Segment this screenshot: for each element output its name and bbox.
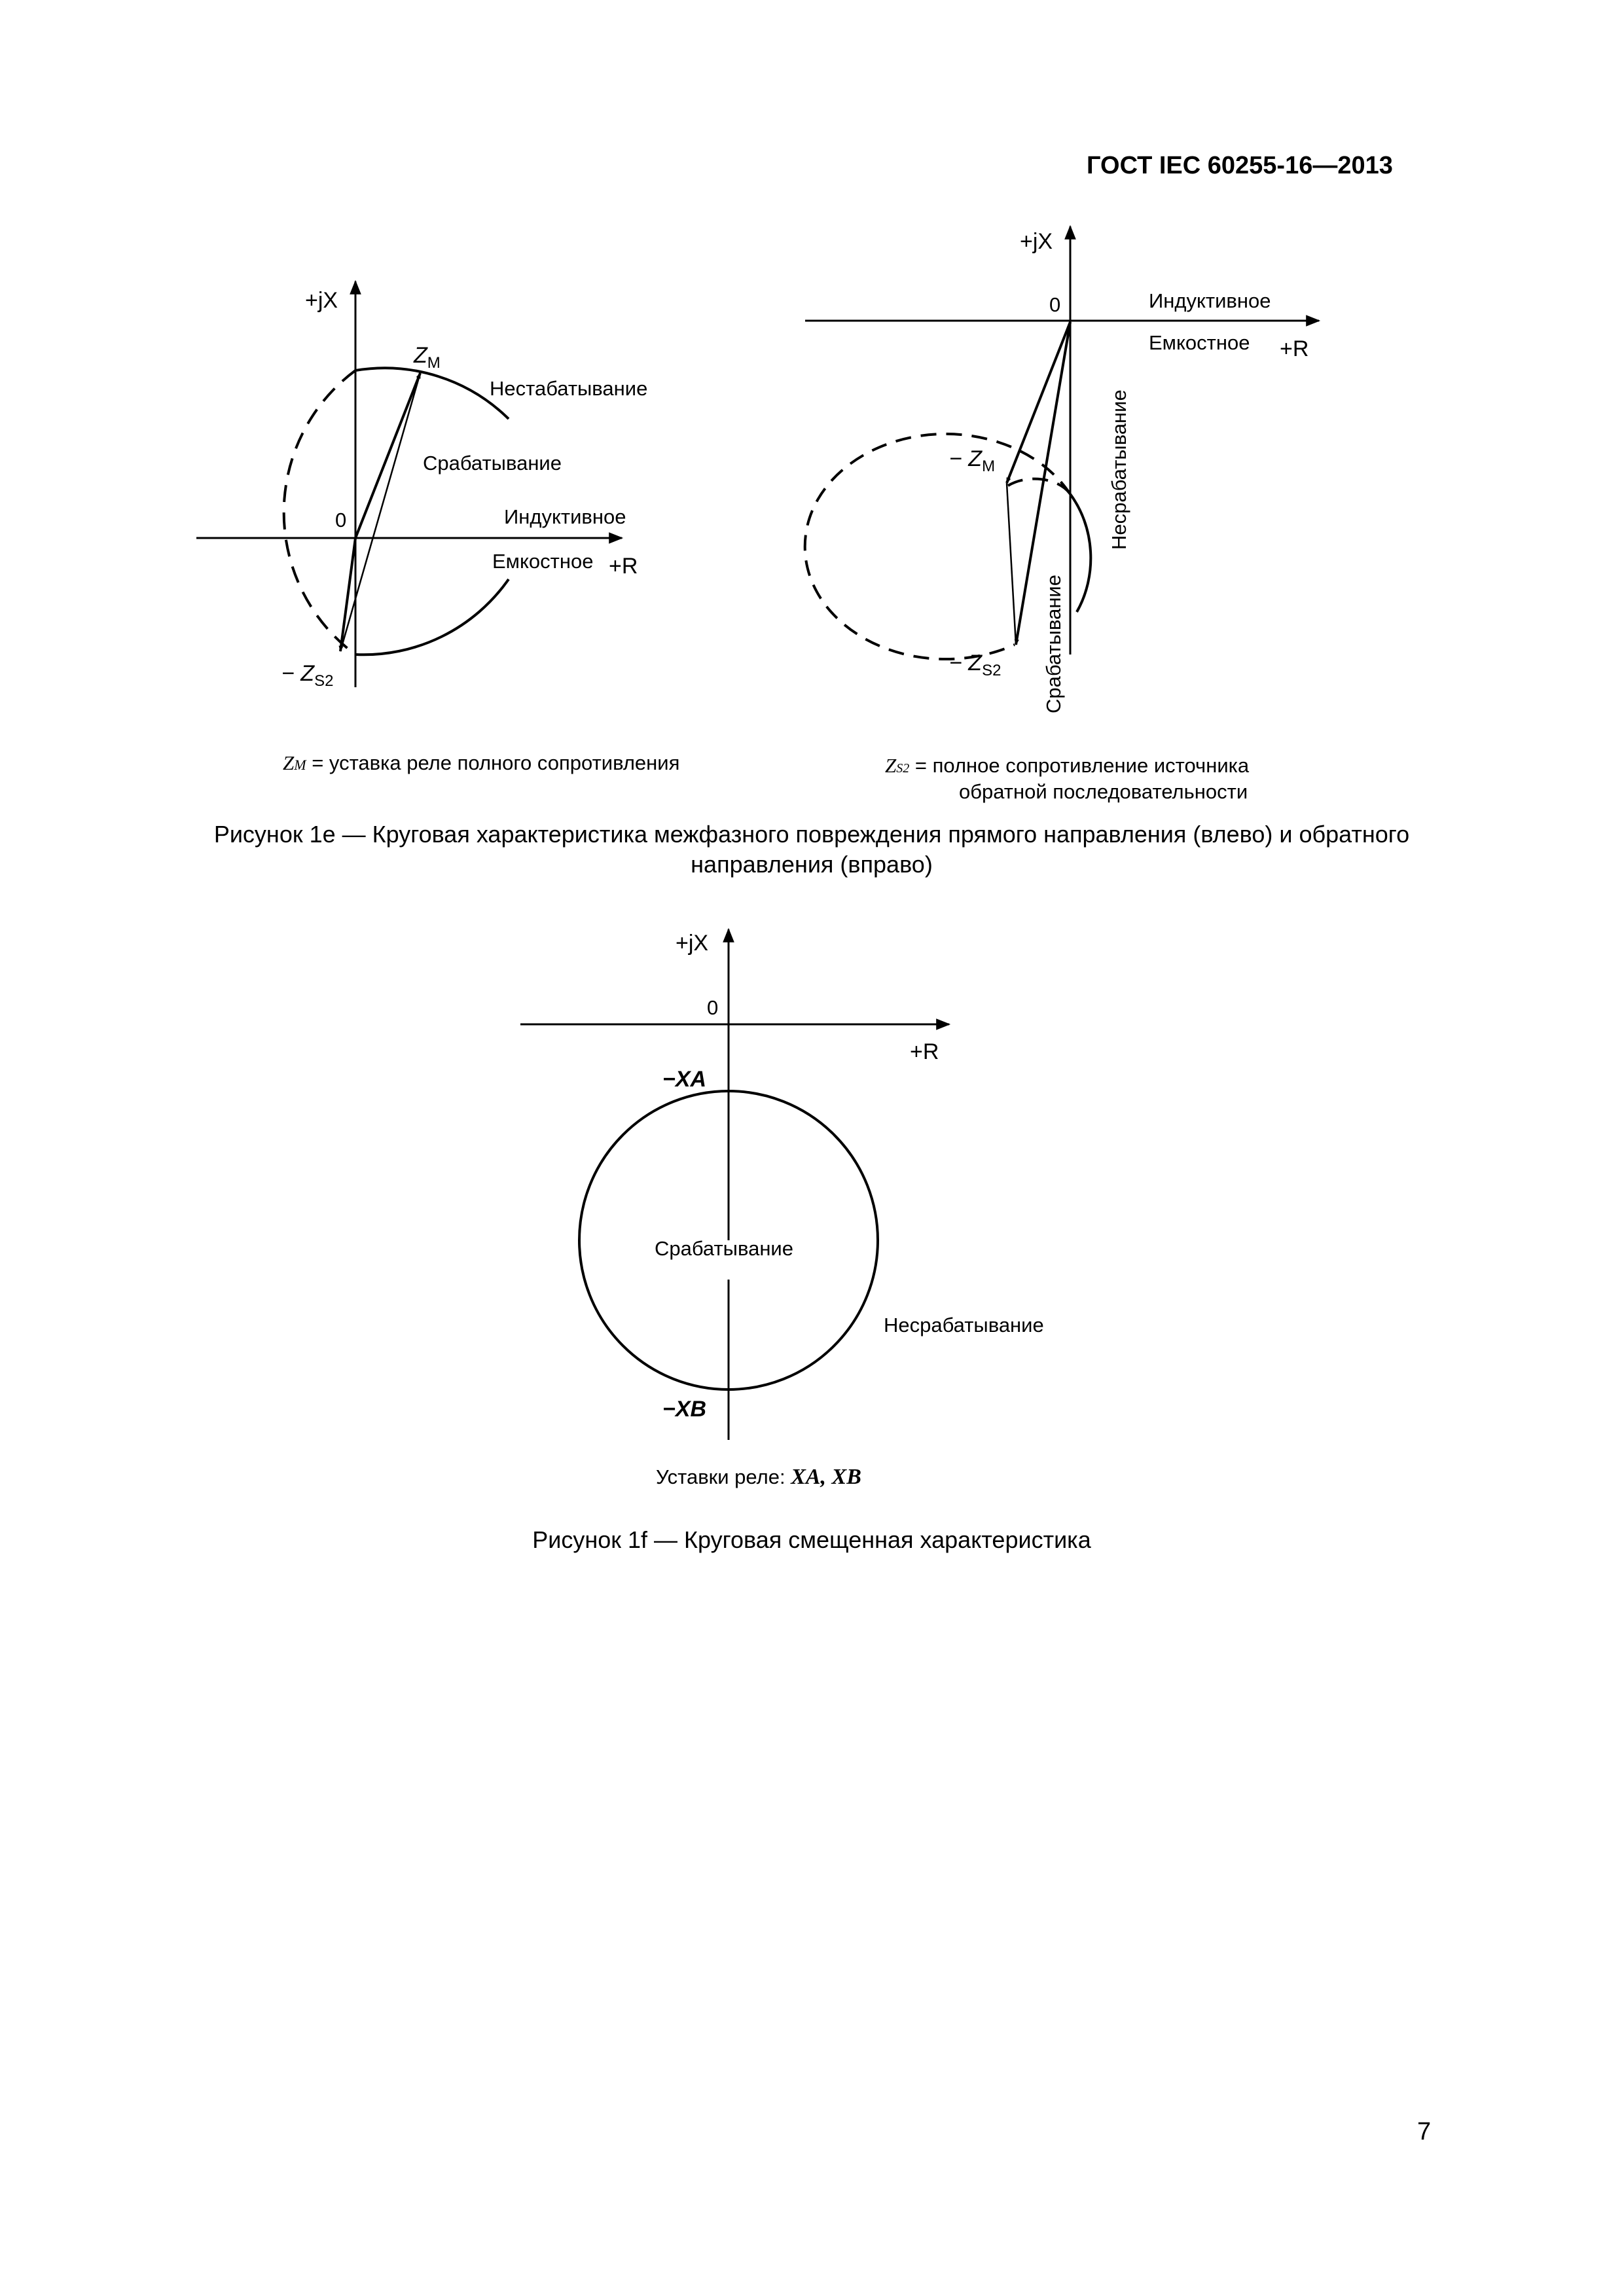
right-zm-vector bbox=[1007, 322, 1070, 483]
f-region-operate: Срабатывание bbox=[655, 1237, 793, 1260]
left-zs2-label: − $Z_{S2}$ bbox=[281, 661, 334, 690]
figure-1e-caption bbox=[92, 819, 1532, 880]
figure-1f bbox=[520, 929, 1044, 1440]
left-sum-vector bbox=[340, 373, 420, 651]
figure-1f-caption: Рисунок 1f — Круговая смещенная характеристика bbox=[532, 1526, 1091, 1553]
left-zm-vector bbox=[355, 373, 420, 538]
left-zs2-vector bbox=[340, 538, 355, 651]
note-zm-sub: M bbox=[294, 757, 306, 773]
f-region-no-operate: Несрабатывание bbox=[884, 1314, 1044, 1336]
note-zm-text: = уставка реле полного сопротивления bbox=[312, 751, 680, 774]
note-settings-values: XA, XB bbox=[791, 1465, 861, 1489]
note-zm bbox=[283, 751, 679, 775]
right-circle-dashed bbox=[805, 434, 1070, 659]
page-number: 7 bbox=[1417, 2118, 1432, 2145]
figure-1e-left bbox=[196, 281, 647, 690]
left-capacitive-label: Емкостное bbox=[492, 550, 594, 573]
right-x-axis-label: +R bbox=[1280, 336, 1309, 361]
f-y-axis-label: +jX bbox=[676, 931, 709, 956]
f-xa-label: −XA bbox=[662, 1067, 707, 1092]
f-xb-label: −XB bbox=[662, 1397, 707, 1422]
left-inductive-label: Индуктивное bbox=[504, 505, 626, 528]
right-diff-vector bbox=[1007, 483, 1016, 645]
right-capacitive-label: Емкостное bbox=[1149, 331, 1250, 354]
document-header: ГОСТ IEC 60255-16—2013 bbox=[1087, 152, 1393, 179]
left-circle-solid bbox=[355, 368, 509, 419]
figure-1e-caption-line2: направления (вправо) bbox=[691, 851, 933, 878]
right-zs2-label: − $Z_{S2}$ bbox=[949, 651, 1001, 679]
right-circle-dashed-top bbox=[1008, 479, 1070, 494]
right-region-no-operate: Несрабатывание bbox=[1108, 389, 1130, 550]
left-origin-label: 0 bbox=[335, 509, 347, 531]
note-settings bbox=[656, 1465, 861, 1490]
note-settings-prefix: Уставки реле: bbox=[656, 1465, 785, 1488]
right-region-operate: Срабатывание bbox=[1042, 575, 1065, 713]
f-x-axis-label: +R bbox=[910, 1039, 939, 1064]
right-inductive-label: Индуктивное bbox=[1149, 289, 1271, 312]
note-zs2-sub: S2 bbox=[896, 761, 910, 776]
f-origin-label: 0 bbox=[707, 996, 719, 1019]
figure-1e-caption-line1: Рисунок 1е — Круговая характеристика межфазного повреждения прямого направления (влево) и обратного bbox=[213, 821, 1410, 848]
left-region-no-operate: Нестабатывание bbox=[490, 377, 648, 400]
right-y-axis-label: +jX bbox=[1020, 229, 1053, 254]
note-zs2-symbol: Z bbox=[885, 754, 897, 777]
left-region-operate: Срабатывание bbox=[423, 452, 562, 475]
note-zs2 bbox=[885, 754, 1249, 778]
left-y-axis-label: +jX bbox=[305, 288, 338, 313]
right-zm-label: − $Z_M$ bbox=[949, 446, 996, 475]
note-zs2-eq: = bbox=[914, 754, 927, 777]
note-zs2-line2: обратной последовательности bbox=[959, 780, 1248, 803]
left-zm-label: $Z_M$ bbox=[414, 343, 441, 372]
right-origin-label: 0 bbox=[1049, 293, 1061, 316]
left-x-axis-label: +R bbox=[609, 554, 638, 579]
right-circle-solid bbox=[1070, 494, 1091, 612]
left-circle-solid-lower bbox=[355, 579, 509, 655]
note-zm-symbol: Z bbox=[283, 751, 295, 774]
note-zs2-line1: полное сопротивление источника bbox=[932, 754, 1250, 777]
figure-1e-right bbox=[805, 226, 1319, 713]
